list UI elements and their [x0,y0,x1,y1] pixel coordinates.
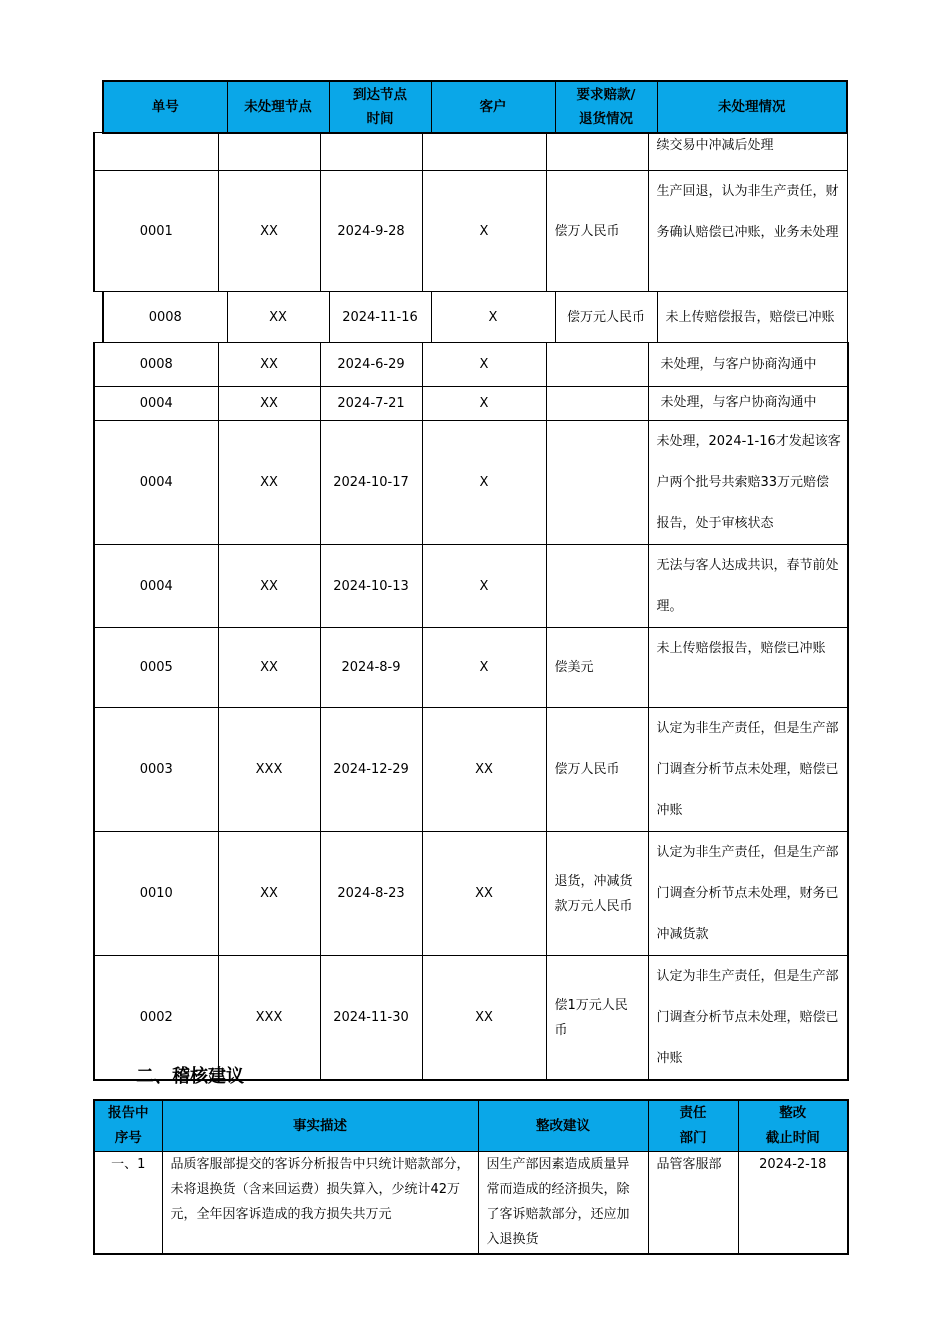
cell-node: XX [227,292,329,343]
col-header-seq: 报告中 序号 [94,1100,162,1152]
table-row [94,1152,848,1254]
col-header-demand: 要求赔款/ 退货情况 [555,81,657,133]
cell-client: X [422,171,546,292]
cell-id: 0008 [103,292,227,343]
cell-status: 生产回退，认为非生产责任，财务确认赔偿已冲账，业务未处理 [648,171,848,292]
section-title: 二、稽核建议 [136,1066,244,1087]
cell-date: 2024-8-9 [320,628,422,708]
cell-node: XXX [218,708,320,832]
cell-demand [546,545,648,628]
cell-date: 2024-10-13 [320,545,422,628]
cell-node: XX [218,421,320,545]
cell-demand: 偿万元人民币 [555,292,657,343]
cell-status: 未处理，与客户协商沟通中 [648,343,848,387]
col-header-fact: 事实描述 [162,1100,478,1152]
cell-client: XX [422,956,546,1081]
cell-client [422,133,546,171]
cell-fact: 品质客服部提交的客诉分析报告中只统计赔款部分，未将退换货（含来回运费）损失算入，少统计42万元，全年因客诉造成的我方损失共万元 [162,1152,478,1254]
cell-demand: 退货，冲减货款万元人民币 [546,832,648,956]
cell-client: XX [422,832,546,956]
complaint-table-header [102,80,848,134]
cell-date: 2024-12-29 [320,708,422,832]
table-row [94,545,848,628]
col-header-node: 未处理节点 [227,81,329,133]
table-row [94,421,848,545]
cell-demand: 偿万人民币 [546,171,648,292]
cell-status: 认定为非生产责任，但是生产部门调查分析节点未处理，赔偿已冲账 [648,708,848,832]
cell-demand: 偿美元 [546,628,648,708]
cell-demand: 偿1万元人民币 [546,956,648,1081]
cell-status: 未处理，与客户协商沟通中 [648,387,848,421]
col-header-deadline: 整改 截止时间 [738,1100,848,1152]
cell-id: 0004 [94,421,218,545]
cell-client: X [422,421,546,545]
cell-node: XX [218,832,320,956]
cell-client: XX [422,708,546,832]
cell-id: 0004 [94,545,218,628]
cell-seq: 一、1 [94,1152,162,1254]
cell-deadline: 2024-2-18 [738,1152,848,1254]
cell-date: 2024-6-29 [320,343,422,387]
cell-date: 2024-11-16 [329,292,431,343]
col-header-status: 未处理情况 [657,81,847,133]
cell-date: 2024-9-28 [320,171,422,292]
cell-demand [546,387,648,421]
cell-id: 0003 [94,708,218,832]
col-header-suggestion: 整改建议 [478,1100,648,1152]
cell-node: XX [218,545,320,628]
complaint-table-body-c [93,342,849,1081]
cell-demand [546,133,648,171]
cell-status: 续交易中冲减后处理 [648,133,848,171]
cell-date: 2024-7-21 [320,387,422,421]
cell-client: X [422,387,546,421]
cell-status: 认定为非生产责任，但是生产部门调查分析节点未处理，财务已冲减货款 [648,832,848,956]
cell-demand: 偿万人民币 [546,708,648,832]
cell-suggestion: 因生产部因素造成质量异常而造成的经济损失，除了客诉赔款部分，还应加入退换货 [478,1152,648,1254]
table-row [94,832,848,956]
cell-client: X [422,628,546,708]
cell-id: 0008 [94,343,218,387]
cell-status: 无法与客人达成共识，春节前处理。 [648,545,848,628]
cell-id: 0010 [94,832,218,956]
cell-client: X [431,292,555,343]
complaint-table-body-a [93,132,848,292]
table-row [94,133,848,171]
cell-node: XX [218,387,320,421]
table-row [94,628,848,708]
cell-date: 2024-8-23 [320,832,422,956]
cell-id [94,133,218,171]
table-row [94,708,848,832]
cell-node: XX [218,171,320,292]
cell-demand [546,421,648,545]
header-row [103,81,847,133]
col-header-id: 单号 [103,81,227,133]
audit-suggestion-table [93,1099,849,1255]
cell-node: XXX [218,956,320,1081]
table-row [94,343,848,387]
cell-node: XX [218,343,320,387]
col-header-dept: 责任 部门 [648,1100,738,1152]
table-row [94,387,848,421]
cell-date: 2024-11-30 [320,956,422,1081]
cell-client: X [422,545,546,628]
cell-node: XX [218,628,320,708]
cell-id: 0005 [94,628,218,708]
complaint-table-body-b [102,291,848,343]
cell-date [320,133,422,171]
cell-date: 2024-10-17 [320,421,422,545]
cell-status: 未处理，2024-1-16才发起该客户两个批号共索赔33万元赔偿报告，处于审核状态 [648,421,848,545]
cell-status: 未上传赔偿报告，赔偿已冲账 [657,292,848,343]
table-row [103,292,848,343]
header-row [94,1100,848,1152]
cell-id: 0004 [94,387,218,421]
cell-id: 0001 [94,171,218,292]
cell-client: X [422,343,546,387]
cell-dept: 品管客服部 [648,1152,738,1254]
cell-status: 未上传赔偿报告，赔偿已冲账 [648,628,848,708]
cell-demand [546,343,648,387]
cell-status: 认定为非生产责任，但是生产部门调查分析节点未处理，赔偿已冲账 [648,956,848,1081]
cell-node [218,133,320,171]
cell-id: 0002 [94,956,218,1081]
table-row [94,171,848,292]
col-header-client: 客户 [431,81,555,133]
col-header-date: 到达节点 时间 [329,81,431,133]
